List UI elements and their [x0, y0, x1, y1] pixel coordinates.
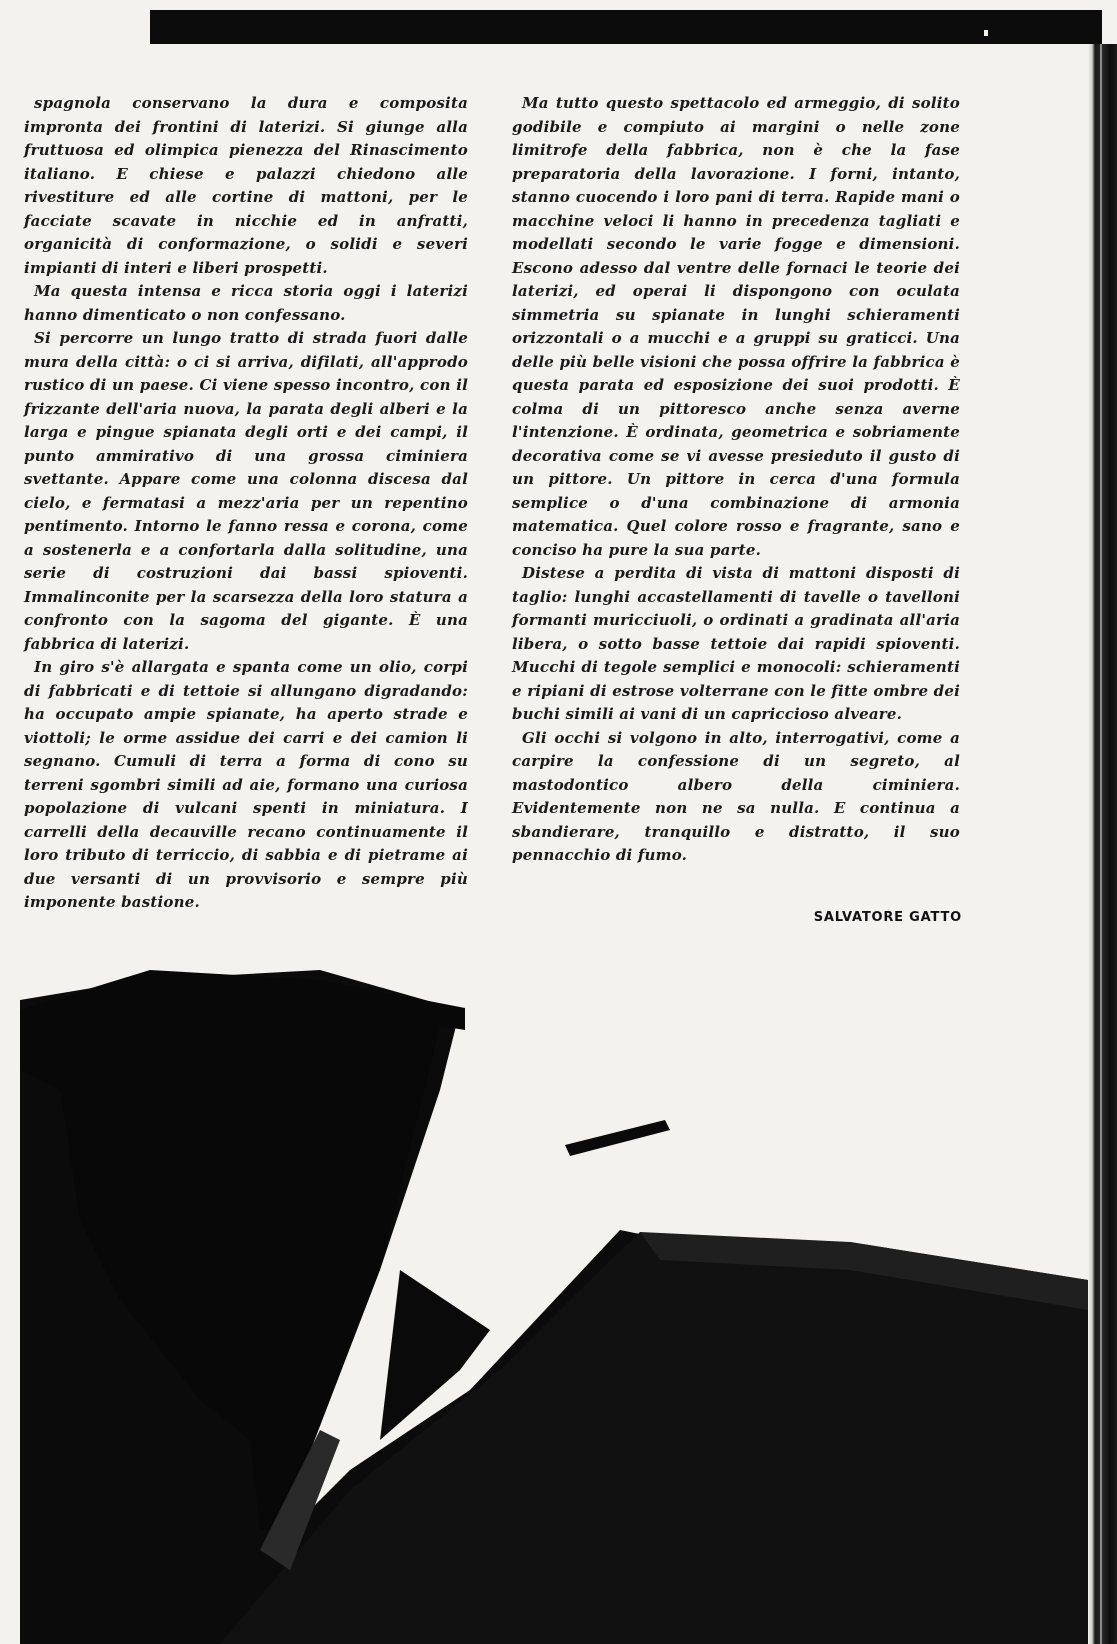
pipe: [565, 1120, 670, 1156]
article-column-right: [512, 92, 960, 868]
page-number: 23: [939, 1575, 958, 1590]
paragraph: Distese a perdita di vista di mattoni disposti di taglio: lunghi accastellamenti di tavelle o tavelloni formanti muricciuoli, o ordinati a gradinata all'aria libera, o sotto basse tettoie dai rapidi spioventi. Mucchi di tegole semplici e monocoli: schieramenti e ripiani di estrose volterrane con le fitte ombre dei buchi simili ai vani di un capriccioso alveare.: [512, 564, 960, 723]
paragraph: Ma tutto questo spettacolo ed armeggio, di solito godibile e compiuto ai margini o nelle zone limitrofe della fabbrica, non è che la fase preparatoria della lavorazione. I forni, intanto, stanno cuocendo i loro pani di terra. Rapide mani o macchine veloci li hanno in precedenza tagliati e modellati secondo le varie fogge e dimensioni. Escono adesso dal ventre delle fornaci le teorie dei laterizi, ed operai li dispongono con oculata simmetria su spianate in lunghi schieramenti orizzontali o a mucchi e a gruppi su graticci. Una delle più belle visioni che possa offrire la fabbrica è questa parata ed esposizione dei suoi prodotti. È colma di un pittoresco anche senza averne l'intenzione. È ordinata, geometrica e sobriamente decorativa come se vi avesse presieduto il gusto di un pittore. Un pittore in cerca d'una formula semplice o d'una combinazione di armonia matematica. Quel colore rosso e fragrante, sano e conciso ha pure la sua parte.: [512, 94, 960, 559]
factory-roofs-photo: [20, 970, 1088, 1644]
paragraph: spagnola conservano la dura e composita impronta dei frontini di laterizi. Si giunge alla fruttuosa ed olimpica pienezza del Rinascimento italiano. E chiese e palazzi chiedono alle rivestiture ed alle cortine di mattoni, per le facciate scavate in nicchie ed in anfratti, organicità di conformazione, o solidi e severi impianti di interi e liberi prospetti.: [24, 94, 468, 277]
photo-content: [20, 970, 1088, 1644]
paragraph: In giro s'è allargata e spanta come un olio, corpi di fabbricati e di tettoie si allungano digradando: ha occupato ampie spianate, ha aperto strade e viottoli; le orme assidue dei carri e dei camion li segnano. Cumuli di terra a forma di cono su terreni sgombri simili ad aie, formano una curiosa popolazione di vulcani spenti in miniatura. I carrelli della decauville recano continuamente il loro tributo di terriccio, di sabbia e di pietrame ai due versanti di un provvisorio e sempre più imponente bastione.: [24, 658, 468, 911]
header-mark: [984, 30, 988, 36]
page-binding-edge: [1088, 44, 1117, 1644]
page-header-band: [150, 10, 1102, 44]
author-signature: SALVATORE GATTO: [813, 910, 962, 925]
paragraph: Si percorre un lungo tratto di strada fuori dalle mura della città: o ci si arriva, difilati, all'approdo rustico di un paese. Ci viene spesso incontro, con il frizzante dell'aria nuova, la parata degli alberi e la larga e pingue spianata degli orti e dei campi, il punto ammirativo di una grossa ciminiera svettante. Appare come una colonna discesa dal cielo, e fermatasi a mezz'aria per un repentino pentimento. Intorno le fanno ressa e corona, come a sostenerla e a confortarla dalla solitudine, una serie di costruzioni dai bassi spioventi. Immalinconite per la scarsezza della loro statura a confronto con la sagoma del gigante. È una fabbrica di laterizi.: [24, 329, 468, 653]
binding-line: [1100, 44, 1102, 1644]
article-column-left: [24, 92, 468, 915]
paragraph: Gli occhi si volgono in alto, interrogativi, come a carpire la confessione di un segreto, al mastodontico albero della ciminiera. Evidentemente non ne sa nulla. E continua a sbandierare, tranquillo e distratto, il suo pennacchio di fumo.: [512, 728, 960, 864]
paragraph: Ma questa intensa e ricca storia oggi i laterizi hanno dimenticato o non confessano.: [24, 282, 468, 324]
